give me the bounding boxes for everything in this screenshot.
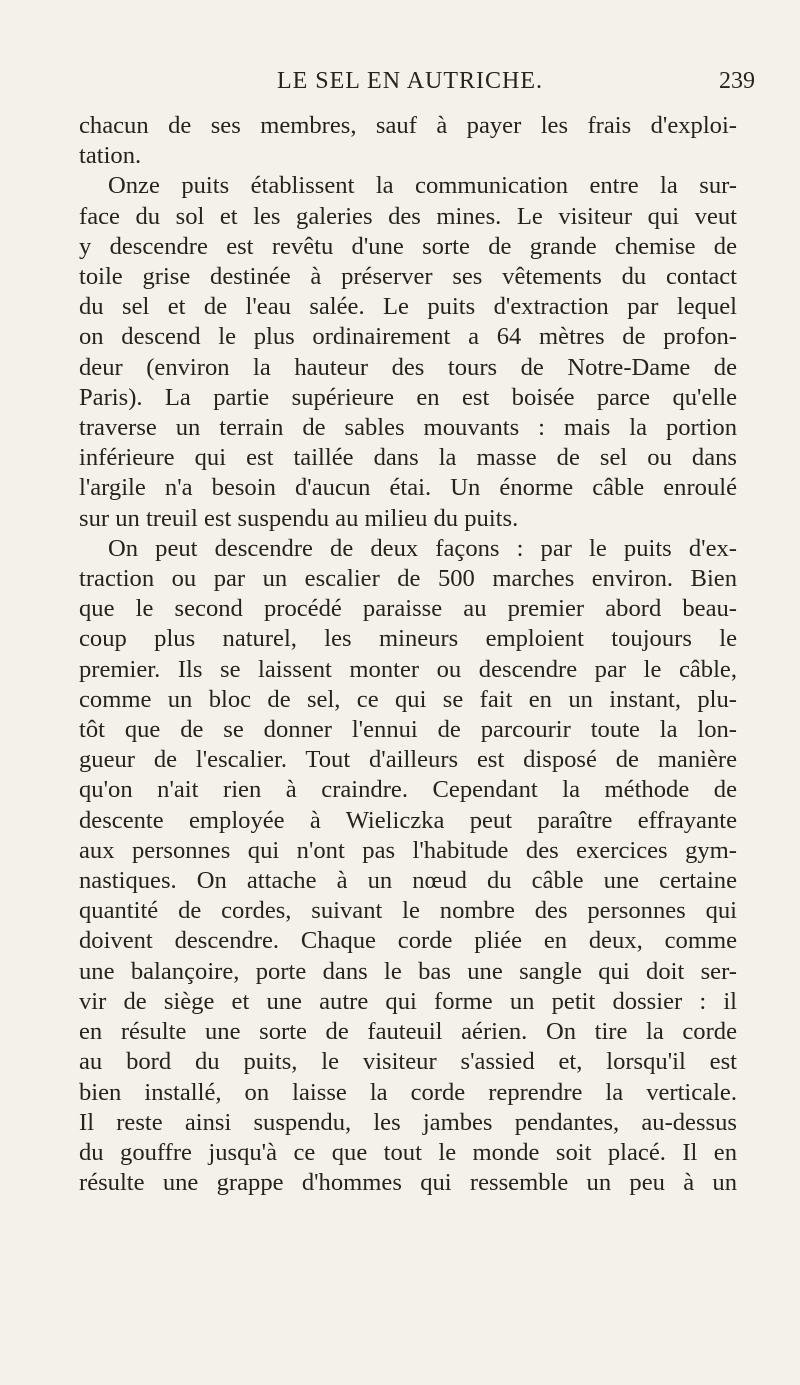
text-line: on descend le plus ordinairement a 64 mètres de profon- <box>79 323 737 351</box>
text-line: bien installé, on laisse la corde reprendre la verticale. <box>79 1078 737 1106</box>
text-line: en résulte une sorte de fauteuil aérien. On tire la corde <box>79 1018 737 1046</box>
text-line: traverse un terrain de sables mouvants : mais la portion <box>79 414 737 442</box>
text-line: au bord du puits, le visiteur s'assied et, lorsqu'il est <box>79 1048 737 1076</box>
text-line: deur (environ la hauteur des tours de Notre-Dame de <box>79 353 737 381</box>
text-line: qu'on n'ait rien à craindre. Cependant la méthode de <box>79 776 737 804</box>
text-line: gueur de l'escalier. Tout d'ailleurs est disposé de manière <box>79 746 737 774</box>
text-line: toile grise destinée à préserver ses vêtements du contact <box>79 263 737 291</box>
text-line: aux personnes qui n'ont pas l'habitude des exercices gym- <box>79 836 737 864</box>
text-line: l'argile n'a besoin d'aucun étai. Un énorme câble enroulé <box>79 474 737 502</box>
text-line: résulte une grappe d'hommes qui ressemble un peu à un <box>79 1169 737 1197</box>
text-line: chacun de ses membres, sauf à payer les frais d'exploi- <box>79 112 737 139</box>
page-number: 239 <box>719 68 755 94</box>
text-line: y descendre est revêtu d'une sorte de grande chemise de <box>79 232 737 260</box>
running-head: LE SEL EN AUTRICHE. <box>276 68 544 94</box>
text-line: du sel et de l'eau salée. Le puits d'extraction par lequel <box>79 293 737 321</box>
text-line: sur un treuil est suspendu au milieu du puits. <box>79 504 519 532</box>
text-line: descente employée à Wieliczka peut paraître effrayante <box>79 806 737 834</box>
text-line: face du sol et les galeries des mines. Le visiteur qui veut <box>79 202 737 230</box>
text-line: comme un bloc de sel, ce qui se fait en un instant, plu- <box>79 685 737 713</box>
text-line: que le second procédé paraisse au premier abord beau- <box>79 595 737 623</box>
text-line: Paris). La partie supérieure en est boisée parce qu'elle <box>79 383 737 411</box>
text-line: vir de siège et une autre qui forme un petit dossier : il <box>79 987 737 1015</box>
text-line: une balançoire, porte dans le bas une sangle qui doit ser- <box>79 957 737 985</box>
paragraph-start-line: Onze puits établissent la communication entre la sur- <box>108 172 737 200</box>
text-line: premier. Ils se laissent monter ou descendre par le câble, <box>79 655 737 683</box>
paragraph-start-line: On peut descendre de deux façons : par le puits d'ex- <box>108 534 737 562</box>
text-line: doivent descendre. Chaque corde pliée en deux, comme <box>79 927 737 955</box>
text-line: coup plus naturel, les mineurs emploient toujours le <box>79 625 737 653</box>
text-line: inférieure qui est taillée dans la masse de sel ou dans <box>79 444 737 472</box>
text-line: tation. <box>79 142 142 170</box>
text-line: quantité de cordes, suivant le nombre des personnes qui <box>79 897 737 925</box>
text-line: nastiques. On attache à un nœud du câble une certaine <box>79 867 737 895</box>
body-text <box>79 111 737 1198</box>
text-line: Il reste ainsi suspendu, les jambes pendantes, au-dessus <box>79 1108 737 1136</box>
text-line: traction ou par un escalier de 500 marches environ. Bien <box>79 565 737 593</box>
text-line: du gouffre jusqu'à ce que tout le monde soit placé. Il en <box>79 1138 737 1166</box>
page-header <box>0 66 800 106</box>
text-line: tôt que de se donner l'ennui de parcourir toute la lon- <box>79 716 737 744</box>
